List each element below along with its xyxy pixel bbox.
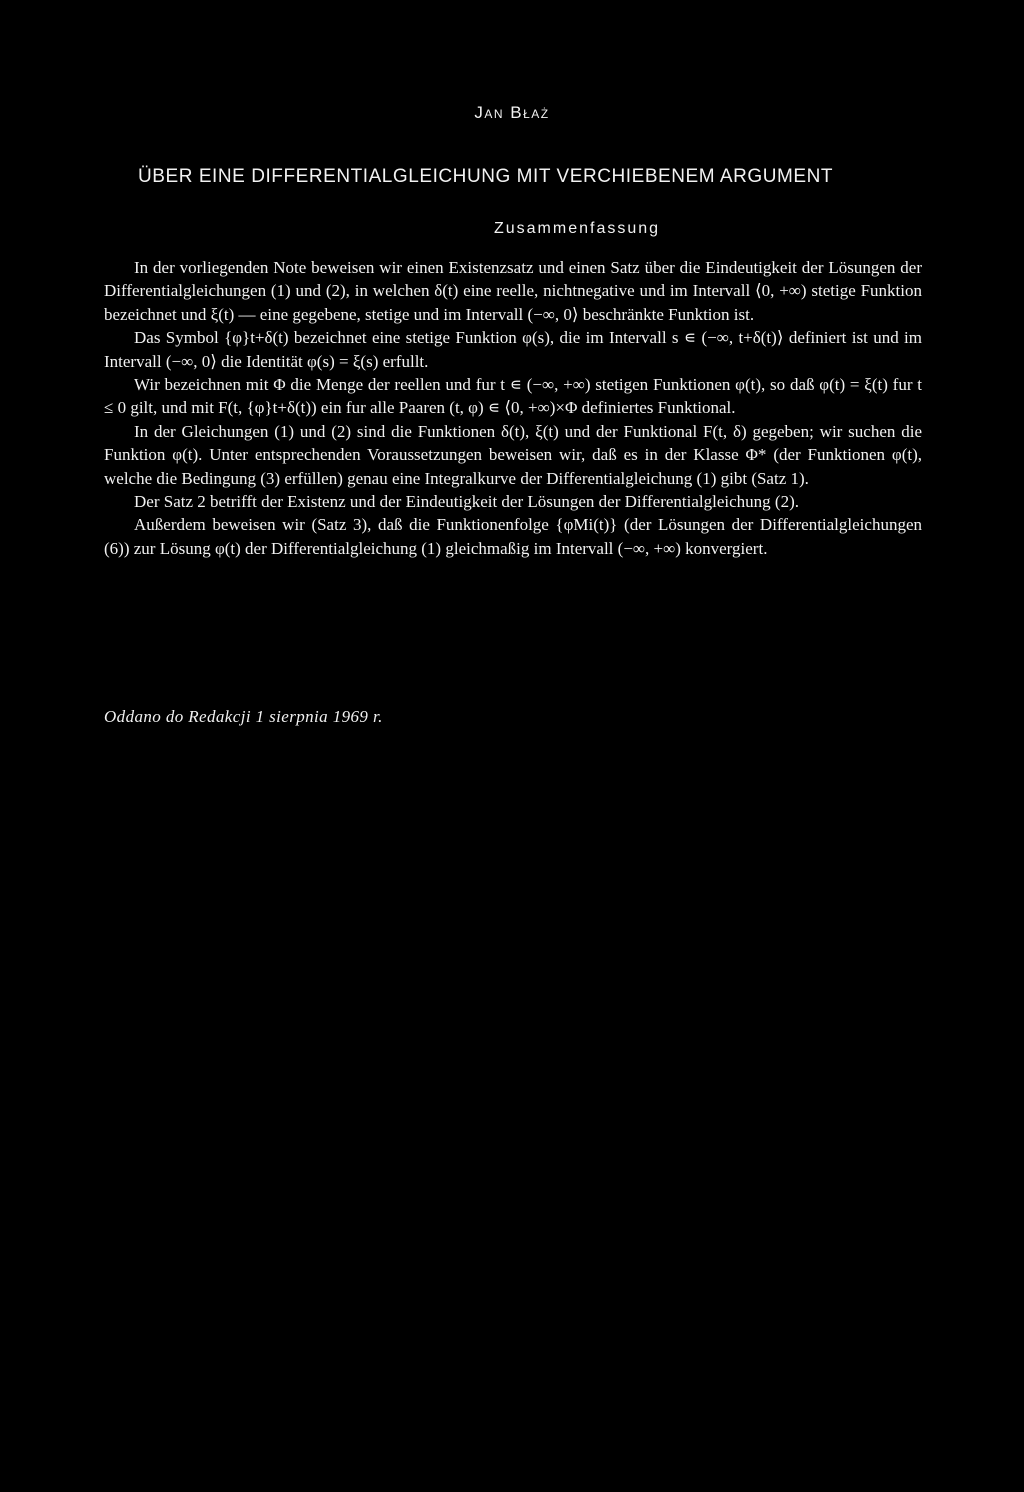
paper-title: ÜBER EINE DIFFERENTIALGLEICHUNG MIT VERCHIEBENEM ARGUMENT — [138, 166, 834, 187]
author-name: Jan Błaż — [474, 103, 550, 122]
submission-note: Oddano do Redakcji 1 sierpnia 1969 r. — [104, 707, 383, 726]
paragraph-5: Der Satz 2 betrifft der Existenz und der Eindeutigkeit der Lösungen der Differentialgleichung (2). — [134, 492, 799, 512]
paragraph-6: Außerdem beweisen wir (Satz 3), daß die Funktionenfolge {φMi(t)} (der Lösungen der Differentialgleichungen (6)) zur Lösung φ(t) der Differentialgleichung (1) gleichmaßig im Intervall (−∞, +∞) konvergiert. — [104, 515, 922, 558]
paragraph-1: In der vorliegenden Note beweisen wir einen Existenzsatz und einen Satz über die Eindeutigkeit der Lösungen der Differentialgleichungen (1) und (2), in welchen δ(t) eine reelle, nichtnegative und im Intervall ⟨0, +∞) stetige Funktion bezeichnet und ξ(t) — eine gegebene, stetige und im Intervall (−∞, 0⟩ beschränkte Funktion ist. — [104, 258, 922, 324]
paragraph-2: Das Symbol {φ}t+δ(t) bezeichnet eine stetige Funktion φ(s), die im Intervall s ∊ (−∞, t+δ(t)⟩ definiert ist und im Intervall (−∞, 0⟩ die Identität φ(s) = ξ(s) erfullt. — [104, 328, 922, 371]
paragraph-4: In der Gleichungen (1) und (2) sind die Funktionen δ(t), ξ(t) und der Funktional F(t, δ) gegeben; wir suchen die Funktion φ(t). Unter entsprechenden Voraussetzungen beweisen wir, daß es in der Klasse Φ* (der Funktionen φ(t), welche die Bedingung (3) erfüllen) genau eine Integralkurve der Differentialgleichung (1) gibt (Satz 1). — [104, 421, 922, 488]
paragraph-3: Wir bezeichnen mit Φ die Menge der reellen und fur t ∊ (−∞, +∞) stetigen Funktionen φ(t), so daß φ(t) = ξ(t) fur t ≤ 0 gilt, und mit F(t, {φ}t+δ(t)) ein fur alle Paaren (t, φ) ∊ ⟨0, +∞)×Φ definiertes Funktional. — [104, 375, 922, 418]
section-heading: Zusammenfassung — [493, 220, 661, 237]
abstract-body — [104, 256, 922, 560]
